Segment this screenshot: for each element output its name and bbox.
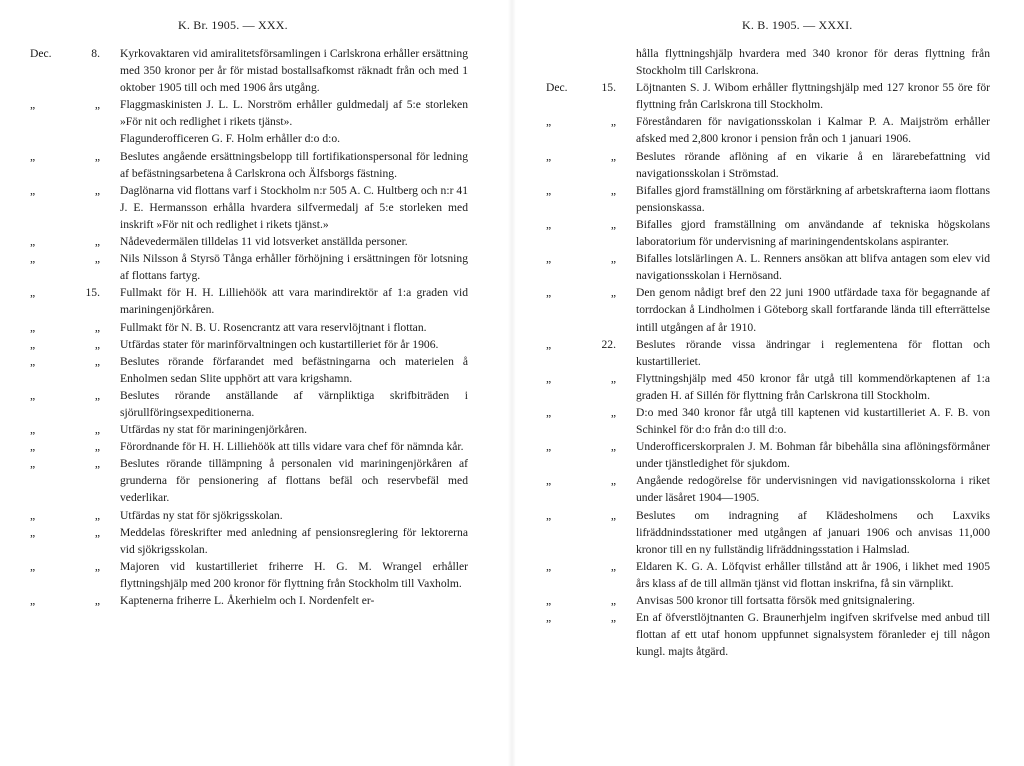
entry-day: „	[610, 183, 616, 197]
entry-month: „	[546, 611, 552, 625]
entry-text: Bifalles gjord framställning om användande af tekniska högskolans laboratorium för undervisning af mariningendentskolans aspiranter.	[636, 217, 990, 249]
entry	[546, 284, 990, 335]
entry-month: „	[546, 286, 552, 300]
entry-text: Daglönarna vid flottans varf i Stockholm n:r 505 A. C. Hultberg och n:r 41 J. E. Hermansson erhålla hvardera silfvermedalj af 5:e storleken med inskrift »För nit och redlighet i rikets tjänst.»	[120, 183, 468, 231]
entry-text: Föreståndaren för navigationsskolan i Kalmar P. A. Maijström erhåller afsked med 2,800 kronor i pension från och 1 januari 1906.	[636, 115, 990, 146]
entry-month: „	[546, 474, 552, 488]
entry	[546, 370, 990, 404]
entry-month: „	[30, 320, 36, 334]
entry-text: Bifalles gjord framställning om förstärkning af arbetskrafterna iaom flottans pensionskassa.	[636, 183, 990, 214]
entry-day: „	[94, 423, 100, 437]
entry-text: Flagunderofficeren G. F. Holm erhåller d:o d:o.	[120, 132, 341, 146]
entry	[30, 524, 468, 558]
entry-text: Förordnande för H. H. Lilliehöök att tills vidare vara chef för nämnda kår.	[120, 440, 464, 454]
right-page	[512, 0, 1024, 766]
entry-list	[546, 45, 990, 660]
entry-text: Löjtnanten S. J. Wibom erhåller flyttningshjälp med 127 kronor 55 öre för flyttning från Carlskrona till Stockholm.	[636, 81, 990, 112]
entry-month: „	[30, 440, 36, 454]
entry-month: Dec.	[546, 81, 568, 95]
entry-day: „	[94, 559, 100, 573]
entry-month: „	[30, 183, 36, 197]
entry-list	[30, 45, 468, 609]
entry-day: „	[94, 183, 100, 197]
entry-day: „	[610, 474, 616, 488]
entry-month: „	[546, 115, 552, 129]
entry	[546, 609, 990, 660]
entry	[546, 404, 990, 438]
entry	[30, 250, 468, 284]
entry-day: „	[610, 559, 616, 573]
entry-day: „	[94, 508, 100, 522]
entry	[546, 216, 990, 250]
entry	[546, 558, 990, 592]
entry-day: „	[94, 149, 100, 163]
entry	[30, 233, 468, 250]
entry-day: „	[94, 354, 100, 368]
entry	[30, 558, 468, 592]
entry-text: Beslutes rörande tillämpning å personalen vid mariningenjörkåren af grunderna för pensionering af flottans befäl och reservbefäl med vederlikar.	[120, 457, 468, 505]
entry-text: Utfärdas ny stat för sjökrigsskolan.	[120, 508, 283, 522]
entry	[30, 45, 468, 96]
entry	[30, 387, 468, 421]
entry-month: „	[30, 559, 36, 573]
entry-text: Beslutes rörande förfarandet med befästningarna och materielen å Enholmen sedan Slite upphört att vara krigshamn.	[120, 354, 468, 385]
entry-text: Flaggmaskinisten J. L. L. Norström erhåller guldmedalj af 5:e storleken »För nit och redlighet i rikets tjänst».	[120, 98, 468, 129]
entry	[546, 79, 990, 113]
entry-day: „	[94, 594, 100, 607]
entry-text: Majoren vid kustartilleriet friherre H. G. M. Wrangel erhåller flyttningshjälp med 200 kronor för flyttning från Stockholm till Vaxholm.	[120, 559, 468, 590]
entry	[30, 319, 468, 336]
entry-month: „	[30, 525, 36, 539]
entry-text: Beslutes rörande anställande af värnpliktiga skrifbiträden i sjörullföringsexpeditionerna.	[120, 388, 468, 419]
entry-month: „	[546, 149, 552, 163]
entry-month: „	[30, 508, 36, 522]
entry	[30, 336, 468, 353]
entry	[30, 130, 468, 147]
entry-month: „	[30, 354, 36, 368]
entry-month: „	[30, 337, 36, 351]
entry-text: Flyttningshjälp med 450 kronor får utgå till kommendörkaptenen af 1:a graden H. af Sillén för flyttning från Carlskrona till Stockholm.	[636, 371, 990, 402]
entry-text: Underofficerskorpralen J. M. Bohman får bibehålla sina aflöningsförmåner under tjänstledighet för sjukdom.	[636, 440, 990, 471]
entry-month: „	[546, 508, 552, 522]
entry-month: „	[546, 371, 552, 385]
entry	[546, 113, 990, 147]
entry-month: „	[30, 423, 36, 437]
entry	[30, 148, 468, 182]
entry-month: Dec.	[30, 47, 52, 60]
entry-month: „	[30, 286, 36, 300]
entry-text: Angående redogörelse för undervisningen vid navigationsskolorna i riket under läsåret 1904—1905.	[636, 474, 990, 505]
entry-day: „	[610, 611, 616, 625]
entry-text: Nådevedermälen tilldelas 11 vid lotsverket anställda personer.	[120, 235, 408, 249]
entry-day: 15.	[601, 81, 616, 95]
entry-day: „	[94, 337, 100, 351]
entry	[30, 96, 468, 130]
page-header: K. B. 1905. — XXXI.	[742, 18, 853, 32]
entry-day: „	[610, 371, 616, 385]
entry-day: „	[94, 235, 100, 249]
entry-day: „	[94, 98, 100, 112]
entry-text: Fullmakt för N. B. U. Rosencrantz att vara reservlöjtnant i flottan.	[120, 320, 427, 334]
entry-text: hålla flyttningshjälp hvardera med 340 kronor för deras flyttning från Stockholm till Carlskrona.	[636, 47, 990, 78]
entry-day: „	[94, 252, 100, 266]
entry-day: 15.	[85, 286, 100, 300]
entry-text: Beslutes om indragning af Klädesholmens och Laxviks lifräddnindsstationer med utgången af januari 1906 och anvisas 11,000 kronor till en ny fullständig lifräddningsstation i Halmslad.	[636, 508, 990, 556]
entry-day: „	[610, 508, 616, 522]
entry-month: „	[30, 388, 36, 402]
entry-text: Beslutes rörande aflöning af en vikarie å en lärarebefattning vid navigationsskolan i Strömstad.	[636, 149, 990, 180]
entry-day: „	[610, 149, 616, 163]
entry	[546, 148, 990, 182]
entry-month: „	[546, 183, 552, 197]
entry	[30, 455, 468, 506]
entry-text: Beslutes angående ersättningsbelopp till fortifikationspersonal för ledning af befästningsarbetena å Carlskrona och Älfsborgs fästning.	[120, 149, 468, 180]
entry	[546, 507, 990, 558]
entry-month: „	[30, 594, 36, 607]
entry-month: „	[546, 252, 552, 266]
entry	[546, 438, 990, 472]
entry-day: 22.	[601, 337, 616, 351]
entry-month: „	[546, 594, 552, 607]
entry-text: D:o med 340 kronor får utgå till kaptenen vid kustartilleriet A. F. B. von Schinkel för d:o från d:o till d:o.	[636, 405, 990, 437]
entry	[30, 284, 468, 318]
page-header: K. Br. 1905. — XXX.	[178, 18, 288, 32]
entry-text: Utfärdas ny stat för mariningenjörkåren.	[120, 423, 308, 437]
entry-text: Beslutes rörande vissa ändringar i reglementena för flottan och kustartilleriet.	[636, 337, 990, 368]
entry	[30, 182, 468, 233]
entry	[30, 507, 468, 524]
entry-text: Utfärdas stater för marinförvaltningen och kustartilleriet för år 1906.	[120, 337, 439, 351]
entry-month: „	[30, 98, 36, 112]
entry-day: „	[610, 286, 616, 300]
entry-day: 8.	[91, 47, 100, 60]
entry-text: Kyrkovaktaren vid amiralitetsförsamlingen i Carlskrona erhåller ersättning med 350 kronor per år för mistad bostallsafkomst räknadt från och med 1 oktober 1905 till och med 1906 års utgång.	[120, 47, 468, 95]
entry-text: Den genom nådigt bref den 22 juni 1900 utfärdade taxa för begagnande af torrdockan å Lindholmen i Göteborg skall fortfarande lända till efterrättelse intill utgången af år 1910.	[636, 286, 990, 334]
entry-day: „	[94, 388, 100, 402]
entry	[546, 472, 990, 506]
entry-day: „	[94, 440, 100, 454]
entry-day: „	[610, 252, 616, 266]
entry-month: „	[546, 440, 552, 454]
entry	[30, 421, 468, 438]
entry-text: Bifalles lotslärlingen A. L. Renners ansökan att blifva antagen som elev vid navigationsskolan i Hernösand.	[636, 252, 990, 283]
entry-month: „	[30, 252, 36, 266]
entry-month: „	[546, 217, 552, 231]
entry-day: „	[610, 405, 616, 419]
entry-day: „	[94, 457, 100, 471]
entry-day: „	[94, 320, 100, 334]
entry-day: „	[610, 217, 616, 231]
entry-text: Anvisas 500 kronor till fortsatta försök med gnitsignalering.	[636, 594, 915, 607]
entry-month: „	[546, 559, 552, 573]
entry	[546, 45, 990, 79]
entry-text: Nils Nilsson å Styrsö Tånga erhåller förhöjning i ersättningen för lotsning af flottans fartyg.	[120, 252, 468, 283]
entry-text: Meddelas föreskrifter med anledning af pensionsreglering för lektorerna vid sjökrigsskolan.	[120, 525, 468, 556]
entry	[546, 336, 990, 370]
entry-month: „	[30, 235, 36, 249]
entry	[546, 250, 990, 284]
entry-month: „	[30, 149, 36, 163]
entry-text: Fullmakt för H. H. Lilliehöök att vara marindirektör af 1:a graden vid mariningenjörkåren.	[120, 286, 468, 317]
entry-day: „	[610, 440, 616, 454]
entry-day: „	[610, 115, 616, 129]
entry-month: „	[546, 337, 552, 351]
entry-text: En af öfverstlöjtnanten G. Braunerhjelm ingifven skrifvelse med anbud till flottan af ett utaf honom uppfunnet signalsystem föranleder ej till någon kungl. majts åtgärd.	[636, 611, 990, 659]
entry-day: „	[610, 594, 616, 607]
entry	[30, 592, 468, 609]
entry	[546, 182, 990, 216]
entry-text: Eldaren K. G. A. Löfqvist erhåller tillstånd att år 1906, i likhet med 1905 års klass af de till allmän tjänst vid flottan inskrifna, få sin värnplikt.	[636, 559, 990, 590]
entry	[546, 592, 990, 609]
entry	[30, 438, 468, 455]
entry-month: „	[30, 457, 36, 471]
entry-day: „	[94, 525, 100, 539]
entry-month: „	[546, 405, 552, 419]
entry	[30, 353, 468, 387]
entry-text: Kaptenerna friherre L. Åkerhielm och I. Nordenfelt er-	[120, 594, 375, 607]
